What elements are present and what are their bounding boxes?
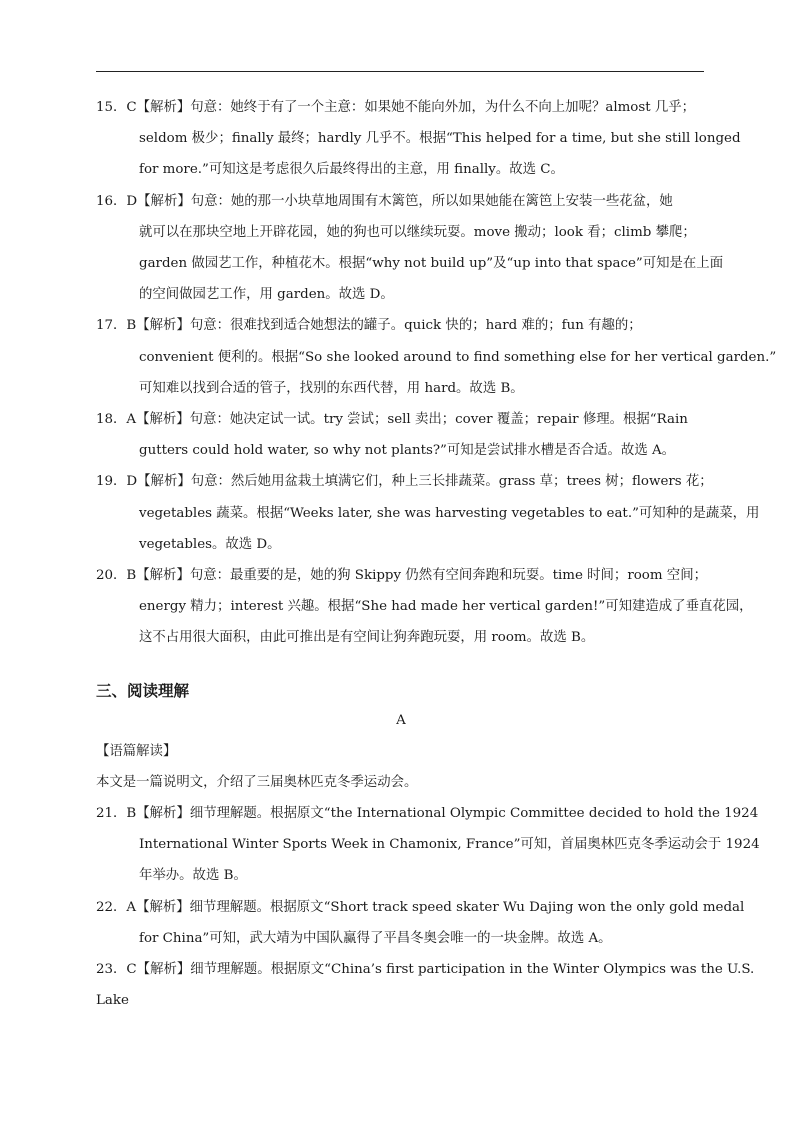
answer-item-19 <box>96 466 760 560</box>
passage-heading: 【语篇解读】 <box>96 743 177 759</box>
answer-line: 20．B【解析】句意：最重要的是，她的狗 Skippy 仍然有空间奔跑和玩耍。time 时间；room 空间； <box>96 568 707 584</box>
page-content <box>96 92 777 1016</box>
answer-line: vegetables。故选 D。 <box>139 536 281 552</box>
answer-line: 19．D【解析】句意：然后她用盆栽土填满它们，种上三长排蔬菜。grass 草；trees 树；flowers 花； <box>96 474 713 490</box>
answer-line: 的空间做园艺工作，用 garden。故选 D。 <box>139 287 394 303</box>
answer-line: seldom 极少；finally 最终；hardly 几乎不。根据“This helped for a time, but she still longed <box>139 131 741 147</box>
answer-line: gutters could hold water, so why not plants?”可知是尝试排水槽是否合适。故选 A。 <box>139 443 676 459</box>
answer-item-20 <box>96 560 753 654</box>
section-title: 三、阅读理解 <box>96 681 190 700</box>
answer-item-21 <box>96 798 760 892</box>
answer-line: 15．C【解析】句意：她终于有了一个主意：如果她不能向外加，为什么不向上加呢？almost 几乎； <box>96 100 696 115</box>
answer-line: 18．A【解析】句意：她决定试一试。try 尝试；sell 卖出；cover 覆盖；repair 修理。根据“Rain <box>96 412 688 428</box>
answer-item-16 <box>96 186 724 311</box>
answer-item-15 <box>96 92 741 186</box>
answer-item-18 <box>96 404 706 466</box>
answer-line: energy 精力；interest 兴趣。根据“She had made her vertical garden!”可知建造成了垂直花园， <box>139 599 753 615</box>
answer-line: 16．D【解析】句意：她的那一小块草地周围有木篱笆，所以如果她能在篱笆上安装一些花盆，她 <box>96 193 673 209</box>
answer-line: 17．B【解析】句意：很难找到适合她想法的罐子。quick 快的；hard 难的；fun 有趣的； <box>96 318 642 334</box>
header-rule <box>96 71 704 72</box>
answer-line: 23．C【解析】细节理解题。根据原文“China’s first participation in the Winter Olympics was the U.S. <box>96 962 755 978</box>
trailing-text: Lake <box>96 993 129 1009</box>
answer-line: vegetables 蔬菜。根据“Weeks later, she was harvesting vegetables to eat.”可知种的是蔬菜，用 <box>139 505 760 521</box>
answer-line: 22．A【解析】细节理解题。根据原文“Short track speed skater Wu Dajing won the only gold medal <box>96 899 745 915</box>
answer-line: 可知难以找到合适的管子，找别的东西代替，用 hard。故选 B。 <box>139 380 524 396</box>
answer-item-22 <box>96 892 745 954</box>
passage-summary: 本文是一篇说明文，介绍了三届奥林匹克冬季运动会。 <box>96 774 418 790</box>
answer-line: 这不占用很大面积，由此可推出是有空间让狗奔跑玩耍，用 room。故选 B。 <box>139 630 595 646</box>
answer-line: convenient 便利的。根据“So she looked around to find something else for her vertical garden.” <box>139 349 777 365</box>
answer-line: International Winter Sports Week in Chamonix, France”可知，首届奥林匹克冬季运动会于 1924 <box>139 837 760 853</box>
answer-item-17 <box>96 310 777 404</box>
answer-line: for more.”可知这是考虑很久后最终得出的主意，用 finally。故选 C。 <box>139 162 564 178</box>
answer-line: 21．B【解析】细节理解题。根据原文“the International Olympic Committee decided to hold the 1924 <box>96 806 759 822</box>
answer-line: 年举办。故选 B。 <box>139 868 247 884</box>
answer-line: garden 做园艺工作，种植花木。根据“why not build up”及“up into that space”可知是在上面 <box>139 256 724 272</box>
passage-letter: A <box>396 712 406 728</box>
answer-item-23 <box>96 954 755 985</box>
answer-line: for China”可知，武大靖为中国队赢得了平昌冬奥会唯一的一块金牌。故选 A。 <box>139 930 612 946</box>
answer-line: 就可以在那块空地上开辟花园，她的狗也可以继续玩耍。move 搬动；look 看；climb 攀爬； <box>139 224 696 240</box>
